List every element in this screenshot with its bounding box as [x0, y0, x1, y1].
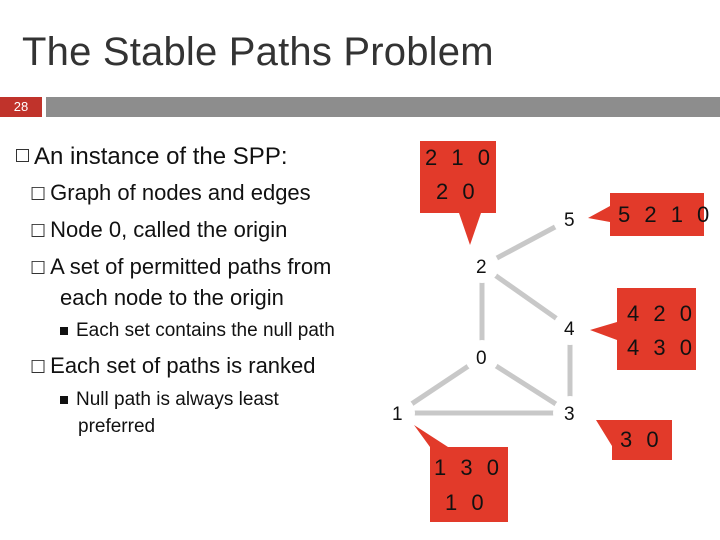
- callout-node-1-line-2: 1 0: [445, 490, 488, 515]
- bullet-dot-icon: [60, 327, 68, 335]
- bullet-null-path: [60, 320, 335, 342]
- bullet-paths-cont: [60, 285, 284, 311]
- slide-number: 28: [0, 97, 42, 117]
- slide-title: The Stable Paths Problem: [22, 30, 494, 74]
- bullet-box-icon: ☐: [30, 221, 47, 242]
- bullet-least-text-1: Null path is always least: [76, 389, 279, 410]
- bullet-null-path-text: Each set contains the null path: [76, 320, 335, 341]
- callout-node-5-line-1: 5 2 1 0: [618, 202, 714, 227]
- bullet-origin-text: Node 0, called the origin: [50, 217, 288, 242]
- callout-node-4-line-2: 4 3 0: [627, 335, 696, 360]
- node-2-label: 2: [476, 257, 487, 278]
- callout-node-2-line-2: 2 0: [436, 179, 479, 204]
- bullet-paths: [30, 254, 331, 280]
- edges-layer: [398, 219, 570, 413]
- bullet-box-icon: ☐: [30, 258, 47, 279]
- bullet-box-icon: ☐: [30, 357, 47, 378]
- bullet-ranked-text: Each set of paths is ranked: [50, 353, 316, 378]
- callout-node-2-line-1: 2 1 0: [425, 145, 494, 170]
- bullet-square-icon: [16, 149, 29, 162]
- bullet-graph: [30, 180, 311, 206]
- bullet-paths-text-1: A set of permitted paths from: [50, 254, 332, 279]
- bullet-least: [60, 389, 279, 411]
- node-3-label: 3: [564, 404, 575, 425]
- bullet-ranked: [30, 353, 316, 379]
- callout-node-1-line-1: 1 3 0: [434, 455, 503, 480]
- bullet-dot-icon: [60, 396, 68, 404]
- bullet-graph-text: Graph of nodes and edges: [50, 180, 311, 205]
- bullet-least-text-2: preferred: [78, 416, 156, 437]
- callout-node-3-line-1: 3 0: [620, 427, 663, 452]
- node-0-label: 0: [476, 348, 487, 369]
- node-1-label: 1: [392, 404, 403, 425]
- bullet-paths-text-2: each node to the origin: [60, 285, 284, 310]
- callout-node-4-line-1: 4 2 0: [627, 301, 696, 326]
- bullet-box-icon: ☐: [30, 184, 47, 205]
- node-4-label: 4: [564, 319, 575, 340]
- bullet-main-text: An instance of the SPP:: [34, 143, 288, 170]
- node-5-label: 5: [564, 210, 575, 231]
- bullet-least-cont: [78, 416, 155, 438]
- bullet-origin: [30, 217, 287, 243]
